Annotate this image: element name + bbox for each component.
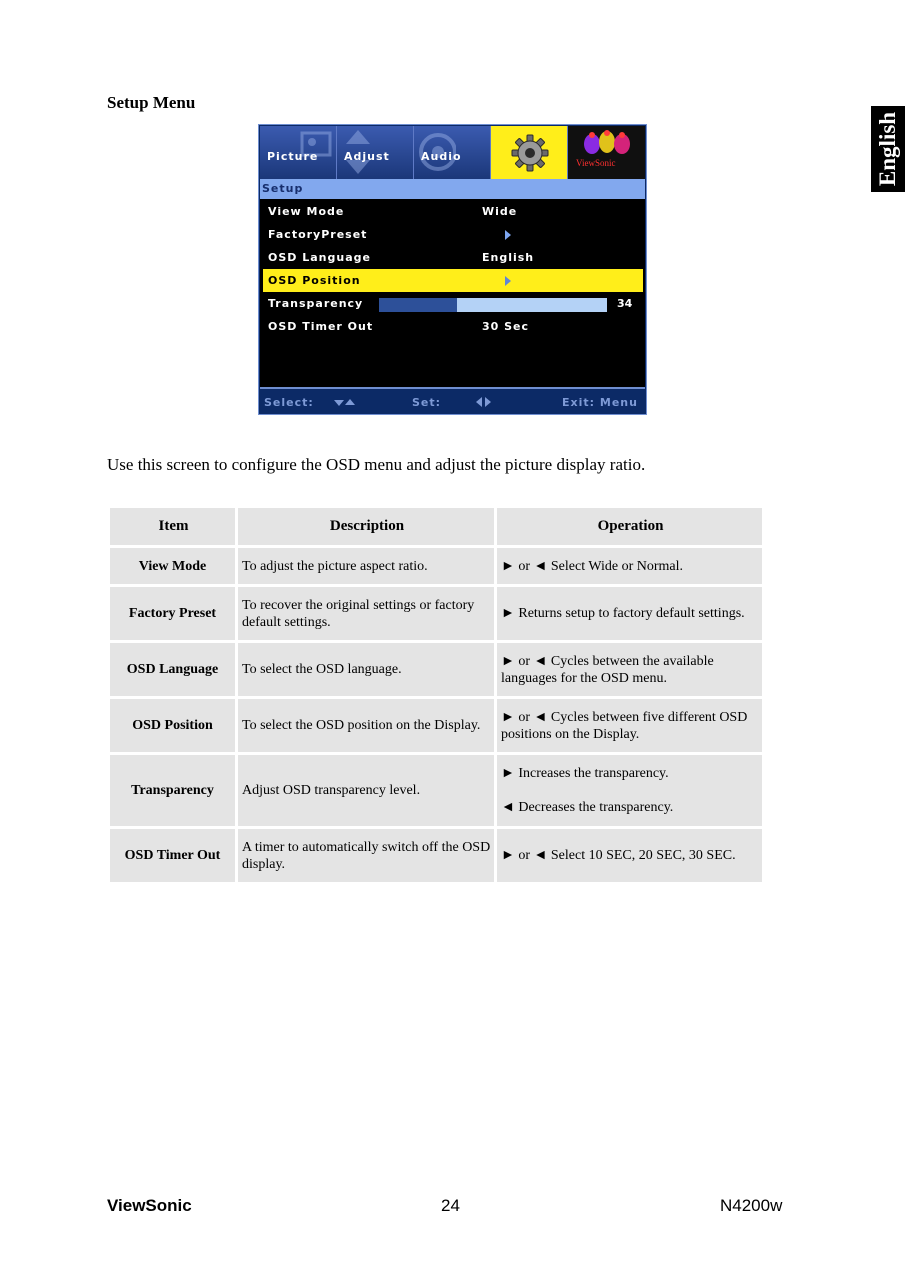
arrow-up-icon xyxy=(345,399,355,405)
osd-tab-adjust-label: Adjust xyxy=(344,150,390,163)
transparency-value: 34 xyxy=(617,297,633,310)
osd-setup-menu-screenshot xyxy=(258,124,647,415)
row-item: View Mode xyxy=(110,548,235,584)
chevron-right-icon xyxy=(505,276,511,286)
table-row xyxy=(110,548,762,584)
osd-row-label: OSD Position xyxy=(268,274,361,287)
osd-tab-adjust xyxy=(337,126,414,179)
section-heading: Setup Menu xyxy=(107,93,196,112)
osd-row-label: FactoryPreset xyxy=(268,228,368,241)
row-operation: ► Returns setup to factory default settings. xyxy=(497,587,762,640)
header-item: Item xyxy=(110,508,235,545)
table-row xyxy=(110,587,762,640)
osd-row-label: View Mode xyxy=(268,205,345,218)
table-row xyxy=(110,699,762,752)
language-side-tab-label: English xyxy=(875,111,900,187)
row-operation: ► or ◄ Cycles between five different OSD positions on the Display. xyxy=(497,699,762,752)
arrow-right-icon xyxy=(485,397,491,407)
chevron-right-icon xyxy=(505,230,511,240)
row-operation: ► or ◄ Select Wide or Normal. xyxy=(497,548,762,584)
osd-tab-picture xyxy=(260,126,337,179)
row-description: A timer to automatically switch off the OSD display. xyxy=(238,829,494,882)
osd-footer-exit: Exit: Menu xyxy=(562,396,638,409)
osd-row-osd-position-highlighted xyxy=(263,269,643,292)
row-description: Adjust OSD transparency level. xyxy=(238,755,494,826)
row-item: Transparency xyxy=(110,755,235,826)
osd-menu-list xyxy=(260,199,645,389)
table-row xyxy=(110,643,762,696)
row-operation xyxy=(497,755,762,826)
table-row xyxy=(110,829,762,882)
osd-tab-audio-label: Audio xyxy=(421,150,462,163)
footer-model: N4200w xyxy=(720,1196,783,1215)
osd-row-label: Transparency xyxy=(268,297,364,310)
osd-row-label: OSD Language xyxy=(268,251,371,264)
osd-row-value: 30 Sec xyxy=(482,320,530,333)
setup-menu-table xyxy=(107,505,765,885)
header-operation: Operation xyxy=(497,508,762,545)
intro-paragraph: Use this screen to configure the OSD menu and adjust the picture display ratio. xyxy=(107,455,646,474)
row-description: To adjust the picture aspect ratio. xyxy=(238,548,494,584)
row-description: To select the OSD language. xyxy=(238,643,494,696)
osd-menu-title-bar xyxy=(260,179,645,199)
arrow-down-icon xyxy=(334,400,344,406)
osd-row-osd-language xyxy=(260,246,645,269)
osd-footer-set: Set: xyxy=(412,396,442,409)
arrow-left-icon xyxy=(476,397,482,407)
osd-row-factory-preset xyxy=(260,223,645,246)
row-description: To select the OSD position on the Display. xyxy=(238,699,494,752)
language-side-tab xyxy=(871,106,905,192)
osd-tab-audio xyxy=(414,126,491,179)
row-item: Factory Preset xyxy=(110,587,235,640)
row-description: To recover the original settings or factory default settings. xyxy=(238,587,494,640)
row-item: OSD Language xyxy=(110,643,235,696)
osd-row-label: OSD Timer Out xyxy=(268,320,374,333)
osd-footer-hints xyxy=(259,389,646,414)
table-row xyxy=(110,755,762,826)
osd-tab-picture-label: Picture xyxy=(267,150,319,163)
row-operation: ► or ◄ Select 10 SEC, 20 SEC, 30 SEC. xyxy=(497,829,762,882)
transparency-slider xyxy=(379,298,607,312)
osd-brand-text: ViewSonic xyxy=(576,158,616,168)
transparency-slider-fill xyxy=(379,298,457,312)
osd-row-view-mode xyxy=(260,200,645,223)
osd-tab-bar xyxy=(260,126,645,179)
footer-brand: ViewSonic xyxy=(107,1196,192,1215)
osd-row-transparency xyxy=(260,292,645,315)
row-operation-increase: ► Increases the transparency. xyxy=(501,766,669,781)
osd-row-value: Wide xyxy=(482,205,518,218)
osd-row-value: English xyxy=(482,251,535,264)
table-header-row xyxy=(110,508,762,545)
row-item: OSD Position xyxy=(110,699,235,752)
row-operation-gap xyxy=(501,782,760,799)
header-description: Description xyxy=(238,508,494,545)
osd-tab-setup-active xyxy=(491,126,568,179)
osd-row-osd-timer-out xyxy=(260,315,645,338)
osd-tab-brand xyxy=(568,126,645,179)
footer-page-number: 24 xyxy=(441,1196,460,1215)
osd-footer-select: Select: xyxy=(264,396,314,409)
osd-menu-title: Setup xyxy=(262,182,304,195)
gear-icon xyxy=(511,134,549,172)
row-item: OSD Timer Out xyxy=(110,829,235,882)
row-operation: ► or ◄ Cycles between the available languages for the OSD menu. xyxy=(497,643,762,696)
row-operation-decrease: ◄ Decreases the transparency. xyxy=(501,800,674,815)
viewsonic-birds-logo xyxy=(578,128,636,158)
